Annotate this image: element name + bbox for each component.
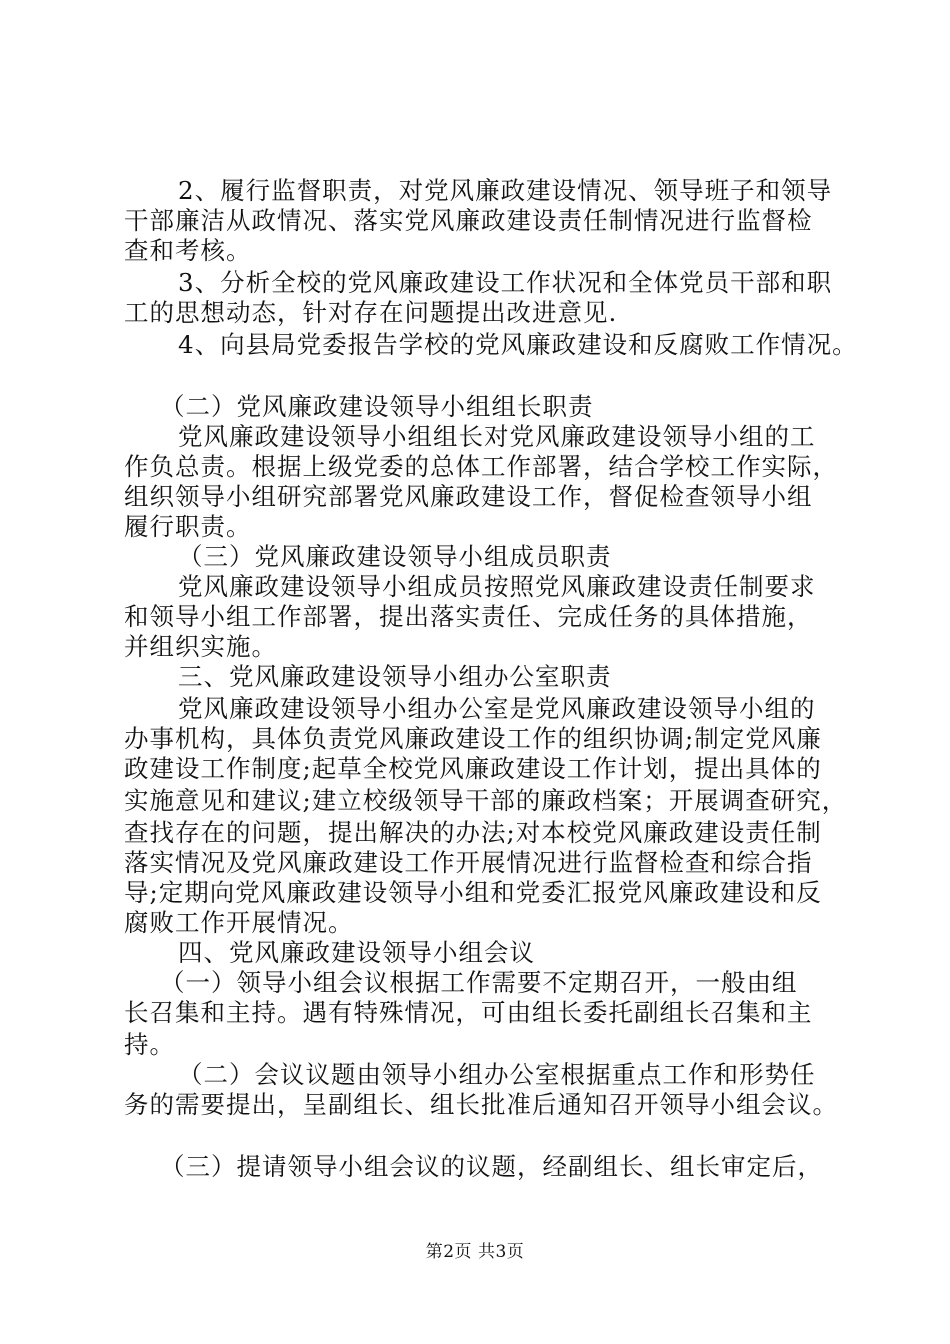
text-line-18: 办事机构，具体负责党风廉政建设工作的组织协调;制定党风廉	[124, 724, 822, 753]
text-line-4: 3、分析全校的党风廉政建设工作状况和全体党员干部和职	[178, 268, 833, 297]
text-line-9: 作负总责。根据上级党委的总体工作部署，结合学校工作实际，	[124, 452, 838, 481]
text-line-29: （二）会议议题由领导小组办公室根据重点工作和形势任	[178, 1060, 816, 1089]
text-line-2: 干部廉洁从政情况、落实党风廉政建设责任制情况进行监督检	[124, 206, 813, 235]
text-line-11: 履行职责。	[124, 512, 252, 541]
text-line-24: 腐败工作开展情况。	[124, 908, 354, 937]
text-line-8: 党风廉政建设领导小组组长对党风廉政建设领导小组的工	[178, 422, 816, 451]
text-line-5: 工的思想动态，针对存在问题提出改进意见.	[124, 298, 618, 327]
page-number-footer: 第2页 共3页	[425, 1242, 525, 1262]
text-line-22: 落实情况及党风廉政建设工作开展情况进行监督检查和综合指	[124, 848, 813, 877]
text-line-25: 四、党风廉政建设领导小组会议	[178, 938, 535, 967]
text-line-19: 政建设工作制度;起草全校党风廉政建设工作计划，提出具体的	[124, 754, 822, 783]
text-line-26: （一）领导小组会议根据工作需要不定期召开，一般由组	[160, 968, 798, 997]
text-line-30: 务的需要提出，呈副组长、组长批准后通知召开领导小组会议。	[124, 1090, 838, 1119]
text-line-6: 4、向县局党委报告学校的党风廉政建设和反腐败工作情况。	[178, 330, 858, 359]
text-line-14: 和领导小组工作部署，提出落实责任、完成任务的具体措施，	[124, 602, 813, 631]
text-line-20: 实施意见和建议;建立校级领导干部的廉政档案；开展调查研究，	[124, 786, 848, 815]
text-line-13: 党风廉政建设领导小组成员按照党风廉政建设责任制要求	[178, 572, 816, 601]
text-line-17: 党风廉政建设领导小组办公室是党风廉政建设领导小组的	[178, 694, 816, 723]
text-line-15: 并组织实施。	[124, 632, 277, 661]
text-line-3: 查和考核。	[124, 236, 252, 265]
text-line-10: 组织领导小组研究部署党风廉政建设工作，督促检查领导小组	[124, 482, 813, 511]
text-line-31: （三）提请领导小组会议的议题，经副组长、组长审定后，	[160, 1152, 823, 1181]
text-line-1: 2、履行监督职责，对党风廉政建设情况、领导班子和领导	[178, 176, 833, 205]
text-line-7: （二）党风廉政建设领导小组组长职责	[160, 392, 594, 421]
text-line-23: 导;定期向党风廉政建设领导小组和党委汇报党风廉政建设和反	[124, 878, 822, 907]
text-line-16: 三、党风廉政建设领导小组办公室职责	[178, 662, 612, 691]
text-line-21: 查找存在的问题，提出解决的办法;对本校党风廉政建设责任制	[124, 818, 822, 847]
text-line-12: （三）党风廉政建设领导小组成员职责	[178, 542, 612, 571]
text-line-28: 持。	[124, 1030, 175, 1059]
text-line-27: 长召集和主持。遇有特殊情况，可由组长委托副组长召集和主	[124, 998, 813, 1027]
